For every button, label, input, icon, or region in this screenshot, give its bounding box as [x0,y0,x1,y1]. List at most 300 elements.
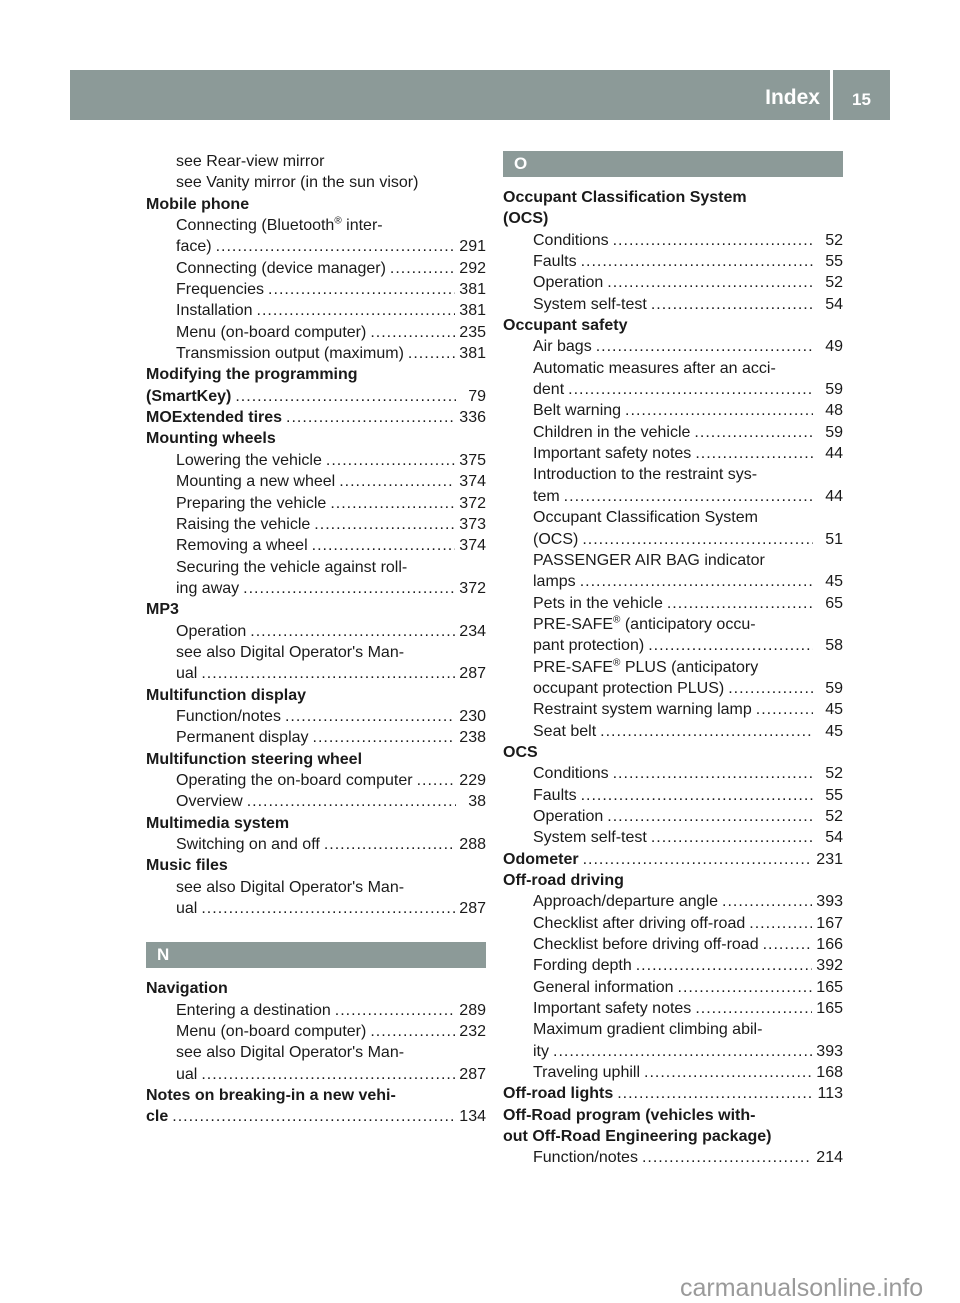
index-subentry[interactable] [503,785,843,806]
leader-dots [330,493,455,514]
leader-dots [339,471,455,492]
entry-text: dent [533,381,565,399]
page-reference[interactable]: 292 [459,259,486,277]
entry-text: OCS [503,743,538,761]
index-subentry[interactable] [146,642,486,663]
index-entry[interactable] [146,685,486,706]
index-entry[interactable] [503,1126,843,1147]
index-subentry[interactable] [146,727,486,748]
leader-dots [613,763,813,784]
entry-text: Automatic measures after an acci- [533,359,776,377]
page-reference[interactable]: 165 [816,1000,843,1018]
page-reference[interactable]: 51 [825,530,843,548]
entry-text: Overview [176,793,243,811]
leader-dots [553,1041,812,1062]
leader-dots [314,514,455,535]
leader-dots [695,443,813,464]
leader-dots [607,806,813,827]
entry-text: Maximum gradient climbing abil- [533,1021,763,1039]
index-subentry[interactable] [503,422,843,443]
index-entry[interactable] [146,978,486,999]
index-subentry[interactable] [503,913,843,934]
index-subentry[interactable] [503,507,843,528]
index-subentry[interactable] [503,1041,843,1062]
page-reference[interactable]: 381 [459,302,486,320]
leader-dots [201,1064,455,1085]
page-reference[interactable]: 167 [816,914,843,932]
index-subentry[interactable] [503,1147,843,1168]
entry-text: Off-Road program (vehicles with- [503,1106,756,1124]
page-reference[interactable]: 381 [459,281,486,299]
index-subentry[interactable] [146,1042,486,1063]
entry-text: Transmission output (maximum) [176,345,404,363]
entry-text: see Rear-view mirror [176,153,325,170]
leader-dots [644,1062,812,1083]
entry-text: System self-test [533,829,647,847]
entry-text: Mobile phone [146,195,250,213]
entry-text: Belt warning [533,402,622,420]
index-subentry[interactable] [503,230,843,251]
entry-text: Menu (on-board computer) [176,1023,367,1041]
leader-dots [600,721,813,742]
leader-dots [312,535,456,556]
registered-mark: ® [613,657,621,669]
entry-text: Operation [176,622,247,640]
entry-text: Seat belt [533,722,597,740]
leader-dots [695,998,812,1019]
entry-text: Mounting wheels [146,430,276,448]
page-reference[interactable]: 372 [459,579,486,597]
entry-text: Off-road driving [503,872,624,889]
entry-text: Restraint system warning lamp [533,701,752,719]
index-subentry[interactable] [146,1000,486,1021]
entry-text: Function/notes [176,707,281,725]
page-reference[interactable]: 289 [459,1001,486,1019]
entry-text: Music files [146,857,228,875]
leader-dots [625,400,813,421]
page-reference[interactable]: 287 [459,665,486,683]
entry-text: lamps [533,573,576,591]
page-reference[interactable]: 230 [459,707,486,725]
index-entry[interactable] [503,1105,843,1126]
index-subentry[interactable] [146,450,486,471]
index-subentry[interactable] [146,663,486,684]
index-entry[interactable] [146,749,486,770]
index-subentry[interactable] [146,898,486,919]
index-subentry[interactable] [503,294,843,315]
entry-text: Operation [533,807,604,825]
entry-text: Operation [533,274,604,292]
entry-text: tem [533,487,560,505]
index-subentry[interactable] [503,934,843,955]
entry-text: ual [176,665,198,683]
entry-text: Faults [533,253,577,271]
index-subentry[interactable] [503,486,843,507]
index-subentry[interactable] [503,721,843,742]
page-reference[interactable]: 45 [825,701,843,719]
index-entries-o [503,187,843,1169]
header-title: Index [765,86,820,109]
entry-text: (OCS) [503,210,549,228]
entry-text: PRE-SAFE® (anticipatory occu- [533,614,756,633]
index-subentry[interactable] [503,955,843,976]
leader-dots [564,486,813,507]
entry-text: Frequencies [176,281,265,299]
entry-text: System self-test [533,295,647,313]
page-reference[interactable]: 234 [459,622,486,640]
page-reference[interactable]: 45 [825,722,843,740]
entry-text: Faults [533,786,577,804]
index-subentry[interactable] [503,827,843,848]
index-subentry[interactable] [503,635,843,656]
entry-text: Mounting a new wheel [176,473,336,491]
index-subentry[interactable] [503,657,843,678]
index-entry[interactable] [503,849,843,870]
page-reference[interactable]: 229 [459,771,486,789]
entry-text: Conditions [533,231,609,249]
page-reference[interactable]: 65 [825,594,843,612]
page-reference[interactable]: 134 [459,1108,486,1126]
entry-text: MP3 [146,601,179,619]
entry-text: Children in the vehicle [533,423,691,441]
page-reference[interactable]: 54 [825,829,843,847]
index-entry[interactable] [146,855,486,876]
index-subentry[interactable] [146,578,486,599]
page-reference[interactable]: 59 [825,381,843,399]
leader-dots [756,699,813,720]
index-subentry[interactable] [146,322,486,343]
index-subentry[interactable] [146,300,486,321]
index-subentry[interactable] [503,464,843,485]
leader-dots [617,1083,813,1104]
spacer [503,177,843,187]
page-reference[interactable]: 381 [459,345,486,363]
entry-text: (OCS) [533,530,579,548]
entry-text: Navigation [146,980,228,998]
entry-text: Air bags [533,338,592,356]
entry-text: Approach/departure angle [533,893,719,911]
leader-dots [581,785,813,806]
index-subentry[interactable] [503,443,843,464]
index-subentry[interactable] [146,557,486,578]
entry-text: (SmartKey) [146,387,232,405]
page-reference[interactable]: 287 [459,900,486,918]
leader-dots [216,236,456,257]
leader-dots [728,678,813,699]
index-subentry[interactable] [146,1064,486,1085]
entry-text: Occupant Classification System [533,509,758,527]
index-subentry[interactable] [503,998,843,1019]
leader-dots [722,891,812,912]
page-reference[interactable]: 235 [459,323,486,341]
leader-dots [268,279,455,300]
entry-text: Notes on breaking-in a new vehi- [146,1087,396,1105]
entry-text: General information [533,978,674,996]
page-reference[interactable]: 372 [459,494,486,512]
index-subentry[interactable] [146,471,486,492]
entry-text: Important safety notes [533,445,692,463]
page-number: 15 [852,90,871,109]
index-subentry[interactable] [503,763,843,784]
entry-text: see Vanity mirror (in the sun visor) [176,174,419,192]
index-subentry[interactable] [503,806,843,827]
entry-text: Multifunction steering wheel [146,750,363,768]
entry-text: Checklist after driving off-road [533,914,746,932]
index-subentry[interactable] [503,336,843,357]
leader-dots [235,386,456,407]
index-subentry[interactable] [146,215,486,236]
index-subentry[interactable] [146,791,486,812]
entry-text: Important safety notes [533,1000,692,1018]
entry-text: ing away [176,579,240,597]
entry-text: Connecting (Bluetooth® inter- [176,215,383,235]
index-column-right [503,151,843,1169]
registered-mark: ® [334,215,342,227]
page-reference[interactable]: 291 [459,238,486,256]
leader-dots [243,578,455,599]
index-subentry[interactable] [146,770,486,791]
leader-dots [763,934,813,955]
page-reference[interactable]: 238 [459,729,486,747]
section-letter-o: O [503,151,843,177]
page-reference[interactable]: 52 [825,765,843,783]
entry-text: Fording depth [533,957,632,975]
entry-text: Menu (on-board computer) [176,323,367,341]
page-reference[interactable]: 165 [816,978,843,996]
leader-dots [580,571,813,592]
entry-text: Function/notes [533,1149,638,1167]
entry-text: Removing a wheel [176,537,308,555]
index-entries-m [146,151,486,919]
page-reference[interactable]: 54 [825,295,843,313]
index-entry[interactable] [503,187,843,208]
leader-dots [370,322,455,343]
page-reference[interactable]: 59 [825,679,843,697]
page-number-box [833,70,890,120]
entry-text: Preparing the vehicle [176,494,327,512]
page-reference[interactable]: 52 [825,807,843,825]
index-subentry[interactable] [146,236,486,257]
page-reference[interactable]: 392 [816,957,843,975]
page-reference[interactable]: 52 [825,274,843,292]
entry-text: Modifying the programming [146,366,358,384]
index-subentry[interactable] [503,699,843,720]
index-entry[interactable] [146,1085,486,1106]
page-reference[interactable]: 52 [825,231,843,249]
leader-dots [667,593,813,614]
index-entry[interactable] [146,194,486,215]
index-subentry[interactable] [503,593,843,614]
page-reference[interactable]: 393 [816,893,843,911]
entry-text: see also Digital Operator's Man- [176,1044,405,1062]
page-reference[interactable]: 374 [459,473,486,491]
index-entry[interactable] [503,208,843,229]
index-subentry[interactable] [503,977,843,998]
entry-text: see also Digital Operator's Man- [176,643,405,661]
index-entry[interactable] [146,1106,486,1127]
leader-dots [201,663,455,684]
leader-dots [257,300,456,321]
entry-text: face) [176,238,212,256]
index-subentry[interactable] [146,279,486,300]
entry-text: Odometer [503,850,579,868]
index-subentry[interactable] [146,172,486,193]
page-reference[interactable]: 55 [825,786,843,804]
entry-text: Operating the on-board computer [176,771,413,789]
spacer [146,968,486,978]
leader-dots [648,635,813,656]
page-reference[interactable]: 49 [825,338,843,356]
page-reference[interactable]: 232 [459,1023,486,1041]
leader-dots [651,294,813,315]
index-entry[interactable] [146,599,486,620]
entry-text: pant protection) [533,637,645,655]
index-subentry[interactable] [503,379,843,400]
page-reference[interactable]: 48 [825,402,843,420]
leader-dots [694,422,813,443]
leader-dots [749,913,812,934]
leader-dots [417,770,456,791]
index-subentry[interactable] [503,550,843,571]
index-entries-n [146,978,486,1127]
header-bar [70,70,830,120]
index-entry[interactable] [503,870,843,891]
leader-dots [247,791,456,812]
index-entry[interactable] [503,742,843,763]
leader-dots [568,379,813,400]
index-subentry[interactable] [146,151,486,172]
entry-text: cle [146,1108,169,1126]
entry-text: Raising the vehicle [176,515,311,533]
page-reference[interactable]: 45 [825,573,843,591]
leader-dots [408,343,455,364]
entry-text: Traveling uphill [533,1064,641,1082]
page-reference[interactable]: 373 [459,515,486,533]
index-entry[interactable] [146,813,486,834]
leader-dots [324,834,455,855]
leader-dots [370,1021,455,1042]
index-subentry[interactable] [146,621,486,642]
leader-dots [326,450,455,471]
entry-text: Connecting (device manager) [176,259,386,277]
entry-text: Securing the vehicle against roll- [176,558,408,576]
index-subentry[interactable] [146,493,486,514]
page-reference[interactable]: 38 [468,793,486,811]
leader-dots [583,849,813,870]
page-reference[interactable]: 113 [817,1085,843,1103]
page-reference[interactable]: 375 [459,451,486,469]
leader-dots [286,407,455,428]
index-entry[interactable] [146,428,486,449]
entry-text: Multifunction display [146,686,306,704]
index-subentry[interactable] [503,1062,843,1083]
index-subentry[interactable] [503,358,843,379]
section-letter-n: N [146,942,486,968]
leader-dots [335,1000,456,1021]
entry-text: Checklist before driving off-road [533,936,759,954]
registered-mark: ® [613,614,621,626]
leader-dots [250,621,455,642]
leader-dots [636,955,813,976]
page-reference[interactable]: 374 [459,537,486,555]
index-subentry[interactable] [503,614,843,635]
leader-dots [390,258,455,279]
leader-dots [313,727,456,748]
page-reference[interactable]: 168 [816,1064,843,1082]
index-entry[interactable] [146,364,486,385]
entry-text: Conditions [533,765,609,783]
index-subentry[interactable] [503,272,843,293]
index-subentry[interactable] [146,514,486,535]
leader-dots [642,1147,812,1168]
index-subentry[interactable] [146,343,486,364]
leader-dots [582,529,813,550]
entry-text: ual [176,900,198,918]
page-reference[interactable]: 214 [816,1149,843,1167]
page-reference[interactable]: 59 [825,423,843,441]
spacer [146,919,486,942]
page-reference[interactable]: 79 [468,387,486,405]
entry-text: see also Digital Operator's Man- [176,878,405,896]
entry-text: Pets in the vehicle [533,594,663,612]
entry-text: PRE-SAFE® PLUS (anticipatory [533,657,759,676]
index-column-left [146,151,486,1128]
entry-text: ual [176,1065,198,1083]
page-reference[interactable]: 393 [816,1042,843,1060]
index-subentry[interactable] [146,877,486,898]
entry-text: Introduction to the restraint sys- [533,466,758,484]
page-reference[interactable]: 44 [825,445,843,463]
index-subentry[interactable] [503,571,843,592]
entry-text: Occupant safety [503,317,628,335]
leader-dots [172,1106,455,1127]
page-reference[interactable]: 44 [825,487,843,505]
page-reference[interactable]: 287 [459,1065,486,1083]
index-entry[interactable] [146,407,486,428]
entry-text: ity [533,1042,549,1060]
page-reference[interactable]: 55 [825,253,843,271]
leader-dots [613,230,813,251]
page-reference[interactable]: 58 [825,637,843,655]
leader-dots [285,706,455,727]
index-subentry[interactable] [503,251,843,272]
index-subentry[interactable] [146,1021,486,1042]
index-subentry[interactable] [503,400,843,421]
page-reference[interactable]: 288 [459,836,486,853]
index-subentry[interactable] [503,1019,843,1040]
leader-dots [651,827,813,848]
leader-dots [678,977,813,998]
index-subentry[interactable] [146,258,486,279]
leader-dots [596,336,813,357]
index-subentry[interactable] [146,535,486,556]
entry-text: Entering a destination [176,1001,331,1019]
page-reference[interactable]: 231 [816,850,843,868]
index-subentry[interactable] [503,678,843,699]
leader-dots [201,898,455,919]
index-subentry[interactable] [146,834,486,855]
index-subentry[interactable] [146,706,486,727]
index-subentry[interactable] [503,891,843,912]
index-subentry[interactable] [503,529,843,550]
page-reference[interactable]: 166 [816,936,843,954]
entry-text: Switching on and off [176,836,320,853]
entry-text: Lowering the vehicle [176,451,322,469]
index-entry[interactable] [503,1083,843,1104]
page-reference[interactable]: 336 [459,409,486,427]
index-entry[interactable] [146,386,486,407]
index-entry[interactable] [503,315,843,336]
